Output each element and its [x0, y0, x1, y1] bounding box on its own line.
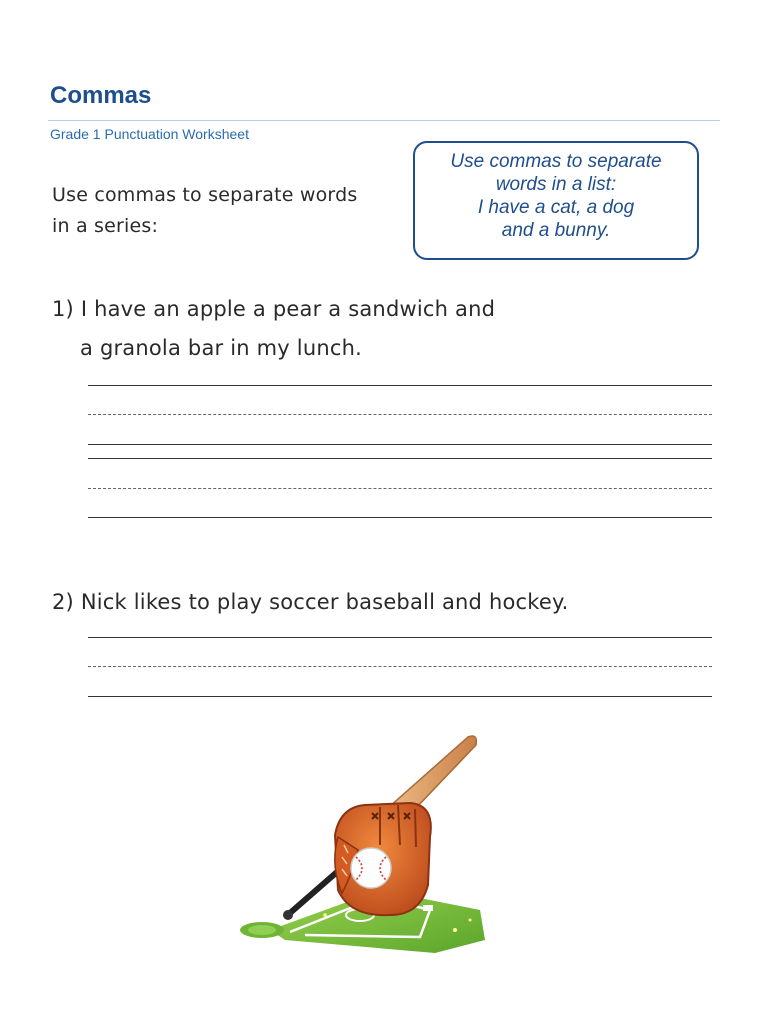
- question-1-line-1: 1) I have an apple a pear a sandwich and: [52, 297, 496, 321]
- answer-1-line-mid: [88, 414, 712, 415]
- answer-2-line-base: [88, 696, 712, 697]
- answer-1b-line-mid: [88, 488, 712, 489]
- tip-line-1: Use commas to separate: [450, 150, 662, 172]
- answer-1-line-base: [88, 444, 712, 445]
- tip-box: [413, 141, 699, 260]
- answer-1b-line-base: [88, 517, 712, 518]
- question-2: [52, 583, 569, 622]
- answer-2-line-mid: [88, 666, 712, 667]
- worksheet-subtitle: Grade 1 Punctuation Worksheet: [50, 126, 249, 142]
- question-2-line-1: 2) Nick likes to play soccer baseball and hockey.: [52, 590, 569, 614]
- question-1-line-2: a granola bar in my lunch.: [80, 336, 362, 360]
- instructions: [52, 180, 392, 242]
- answer-1-line-top[interactable]: [88, 385, 712, 386]
- baseball-glove-bat-field-icon: [230, 725, 500, 955]
- answer-2-line-top[interactable]: [88, 637, 712, 638]
- tip-line-3: I have a cat, a dog: [477, 196, 635, 218]
- tip-line-2: words in a list:: [495, 173, 617, 195]
- question-1: [52, 290, 495, 368]
- worksheet-title: Commas: [50, 82, 152, 109]
- tip-line-4: and a bunny.: [501, 219, 611, 241]
- answer-1b-line-top[interactable]: [88, 458, 712, 459]
- instructions-line-1: Use commas to separate words: [52, 184, 358, 206]
- title-divider: [48, 120, 720, 121]
- instructions-line-2: in a series:: [52, 215, 159, 237]
